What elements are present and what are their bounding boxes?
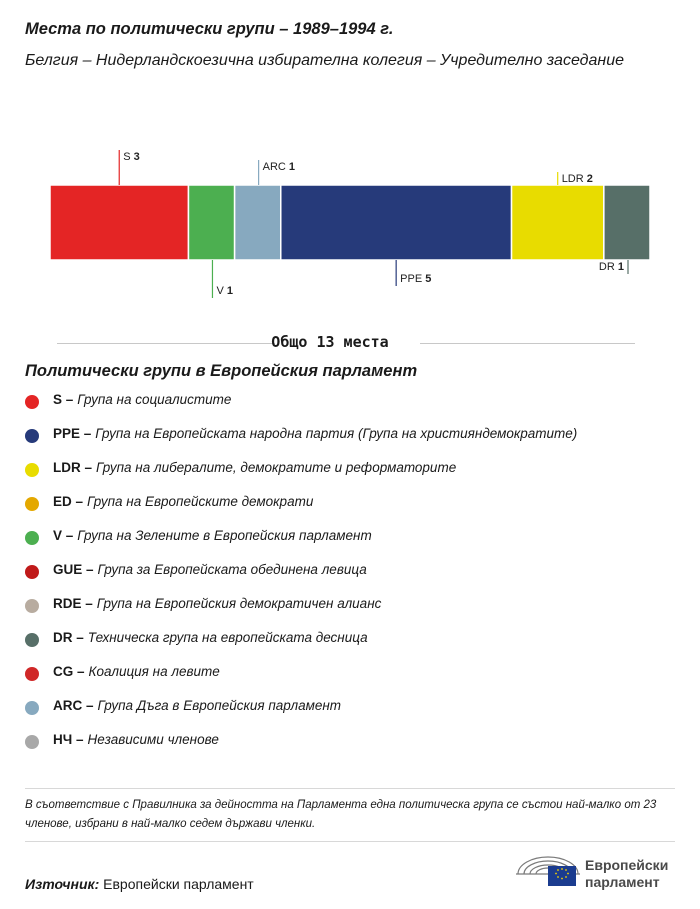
legend-item [25, 664, 577, 698]
legend-code: RDE – [53, 596, 93, 611]
legend-swatch [25, 395, 39, 409]
legend-swatch [25, 633, 39, 647]
seat-chart [0, 140, 700, 320]
legend-swatch [25, 667, 39, 681]
segment-value: 1 [617, 261, 624, 273]
segment-label-s [123, 151, 140, 163]
source-label: Източник: [25, 876, 100, 892]
legend-desc: Коалиция на левите [88, 664, 220, 679]
segment-label-dr [599, 261, 624, 273]
legend-desc: Техническа група на европейската десница [87, 630, 368, 645]
source-value: Европейски парламент [103, 876, 254, 892]
legend-swatch [25, 463, 39, 477]
legend-item [25, 562, 577, 596]
segment-label-v [216, 285, 233, 297]
bar-segment-s [50, 185, 188, 260]
legend-swatch [25, 497, 39, 511]
legend-desc: Група на социалистите [77, 392, 232, 407]
total-label: Общо 13 места [271, 333, 389, 351]
legend-code: ARC – [53, 698, 94, 713]
legend-code: V – [53, 528, 74, 543]
legend-item [25, 392, 577, 426]
bar-segment-v [188, 185, 234, 260]
legend-code: S – [53, 392, 74, 407]
legend-item [25, 494, 577, 528]
legend-item [25, 528, 577, 562]
legend-desc: Група за Европейската обединена левица [97, 562, 367, 577]
legend-code: ED – [53, 494, 84, 509]
divider-bottom [25, 841, 675, 842]
legend-swatch [25, 429, 39, 443]
legend-list [25, 392, 577, 766]
page-subtitle: Белгия – Нидерландскоезична избирателна колегия – Учредително заседание [25, 52, 624, 69]
legend-swatch [25, 599, 39, 613]
segment-label-ppe [400, 273, 431, 285]
divider-top [25, 788, 675, 789]
segment-value: 5 [425, 273, 432, 285]
legend-item [25, 698, 577, 732]
legend-swatch [25, 565, 39, 579]
legend-code: НЧ – [53, 732, 84, 747]
legend-item [25, 596, 577, 630]
legend-desc: Група Дъга в Европейския парламент [97, 698, 342, 713]
segment-code: V [216, 285, 227, 297]
legend-code: LDR – [53, 460, 93, 475]
segment-code: LDR [561, 173, 587, 185]
legend-item [25, 732, 577, 766]
legend-title: Политически групи в Европейския парламент [25, 362, 418, 380]
legend-desc: Група на Европейските демократи [87, 494, 314, 509]
source [25, 876, 254, 892]
segment-code: DR [598, 261, 618, 273]
legend-code: PPE – [53, 426, 92, 441]
page-title: Места по политически групи – 1989–1994 г. [25, 20, 394, 38]
logo-line-2: парламент [585, 874, 660, 890]
bar-segment-ppe [281, 185, 512, 260]
segment-value: 3 [133, 151, 140, 163]
logo-text [585, 857, 668, 891]
legend-desc: Група на Европейския демократичен алианс [96, 596, 382, 611]
segment-code: ARC [262, 161, 289, 173]
segment-code: PPE [400, 273, 426, 285]
segment-value: 2 [586, 173, 593, 185]
segment-label-ldr [562, 173, 593, 185]
legend-desc: Група на Зелените в Европейския парламент [77, 528, 372, 543]
legend-swatch [25, 531, 39, 545]
legend-desc: Независими членове [87, 732, 219, 747]
legend-desc: Група на Европейската народна партия (Група на християндемократите) [95, 426, 578, 441]
legend-item [25, 460, 577, 494]
bar-segment-arc [235, 185, 281, 260]
segment-value: 1 [226, 285, 233, 297]
legend-item [25, 630, 577, 664]
segment-label-arc [263, 161, 295, 173]
segment-code: S [123, 151, 134, 163]
legend-code: GUE – [53, 562, 94, 577]
footnote: В съответствие с Правилника за дейността на Парламента една политическа група се състои най-малко от 23 членове, избрани в най-малко седем държави членки. [25, 799, 657, 830]
bar-segment-ldr [512, 185, 604, 260]
legend-swatch [25, 701, 39, 715]
total-seats [25, 332, 635, 354]
legend-desc: Група на либералите, демократите и реформаторите [96, 460, 457, 475]
segment-value: 1 [288, 161, 296, 173]
bar-segment-dr [604, 185, 650, 260]
legend-swatch [25, 735, 39, 749]
logo-line-1: Европейски [585, 857, 669, 873]
legend-code: DR – [53, 630, 84, 645]
legend-code: CG – [53, 664, 85, 679]
legend-item [25, 426, 577, 460]
